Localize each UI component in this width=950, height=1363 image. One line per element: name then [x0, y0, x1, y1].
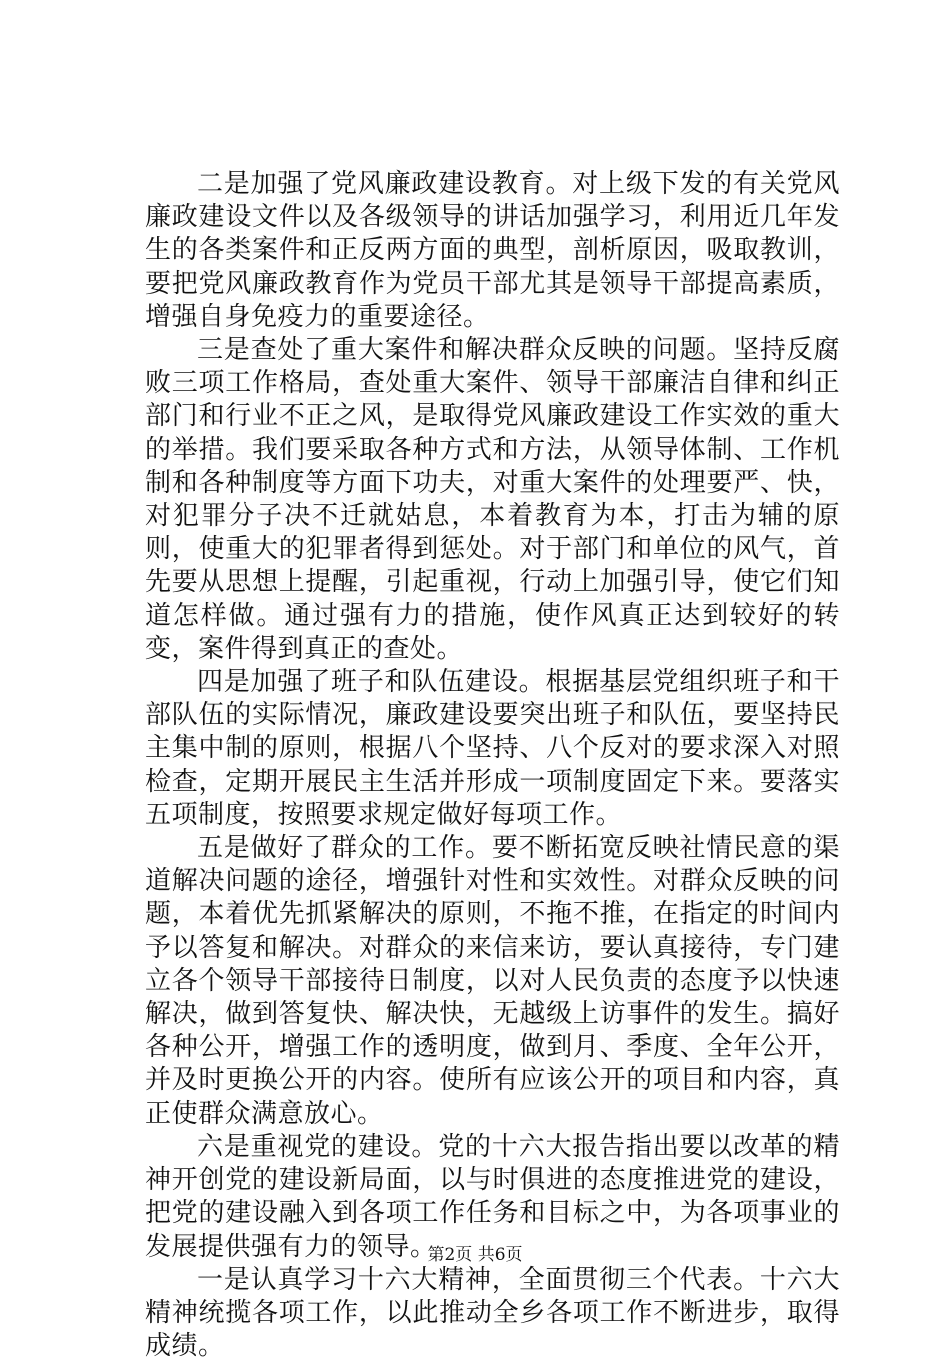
paragraph-party-building: 六是重视党的建设。党的十六大报告指出要以改革的精神开创党的建设新局面，以与时俱进的态度推进党的建设，把党的建设融入到各项工作任务和目标之中，为各项事业的发展提供强有力的领导。 [145, 1131, 840, 1262]
paragraph-public-work: 五是做好了群众的工作。要不断拓宽反映社情民意的渠道解决问题的途径，增强针对性和实效性。对群众反映的问题，本着优先抓紧解决的原则，不拖不推，在指定的时间内予以答复和解决。对群众的来信来访，要认真接待，专门建立各个领导干部接待日制度，以对人民负责的态度予以快速解决，做到答复快、解决快，无越级上访事件的发生。搞好各种公开，增强工作的透明度，做到月、季度、全年公开，并及时更换公开的内容。使所有应该公开的项目和内容，真正使群众满意放心。 [145, 833, 840, 1129]
paragraph-education: 二是加强了党风廉政建设教育。对上级下发的有关党风廉政建设文件以及各级领导的讲话加强学习，利用近几年发生的各类案件和正反两方面的典型，剖析原因，吸取教训，要把党风廉政教育作为党员干部尤其是领导干部提高素质，增强自身免疫力的重要途径。 [145, 169, 840, 332]
paragraph-team-building: 四是加强了班子和队伍建设。根据基层党组织班子和干部队伍的实际情况，廉政建设要突出班子和队伍，要坚持民主集中制的原则，根据八个坚持、八个反对的要求深入对照检查，定期开展民主生活并形成一项制度固定下来。要落实五项制度，按照要求规定做好每项工作。 [145, 667, 840, 830]
paragraph-study: 一是认真学习十六大精神，全面贯彻三个代表。十六大精神统揽各项工作，以此推动全乡各项工作不断进步，取得成绩。 [145, 1264, 840, 1362]
page-number-footer: 第2页 共6页 [427, 1245, 523, 1265]
body-text [145, 168, 840, 1363]
paragraph-cases: 三是查处了重大案件和解决群众反映的问题。坚持反腐败三项工作格局，查处重大案件、领导干部廉洁自律和纠正部门和行业不正之风，是取得党风廉政建设工作实效的重大的举措。我们要采取各种方式和方法，从领导体制、工作机制和各种制度等方面下功夫，对重大案件的处理要严、快，对犯罪分子决不迁就姑息，本着教育为本，打击为辅的原则，使重大的犯罪者得到惩处。对于部门和单位的风气，首先要从思想上提醒，引起重视，行动上加强引导，使它们知道怎样做。通过强有力的措施，使作风真正达到较好的转变，案件得到真正的查处。 [145, 335, 840, 664]
